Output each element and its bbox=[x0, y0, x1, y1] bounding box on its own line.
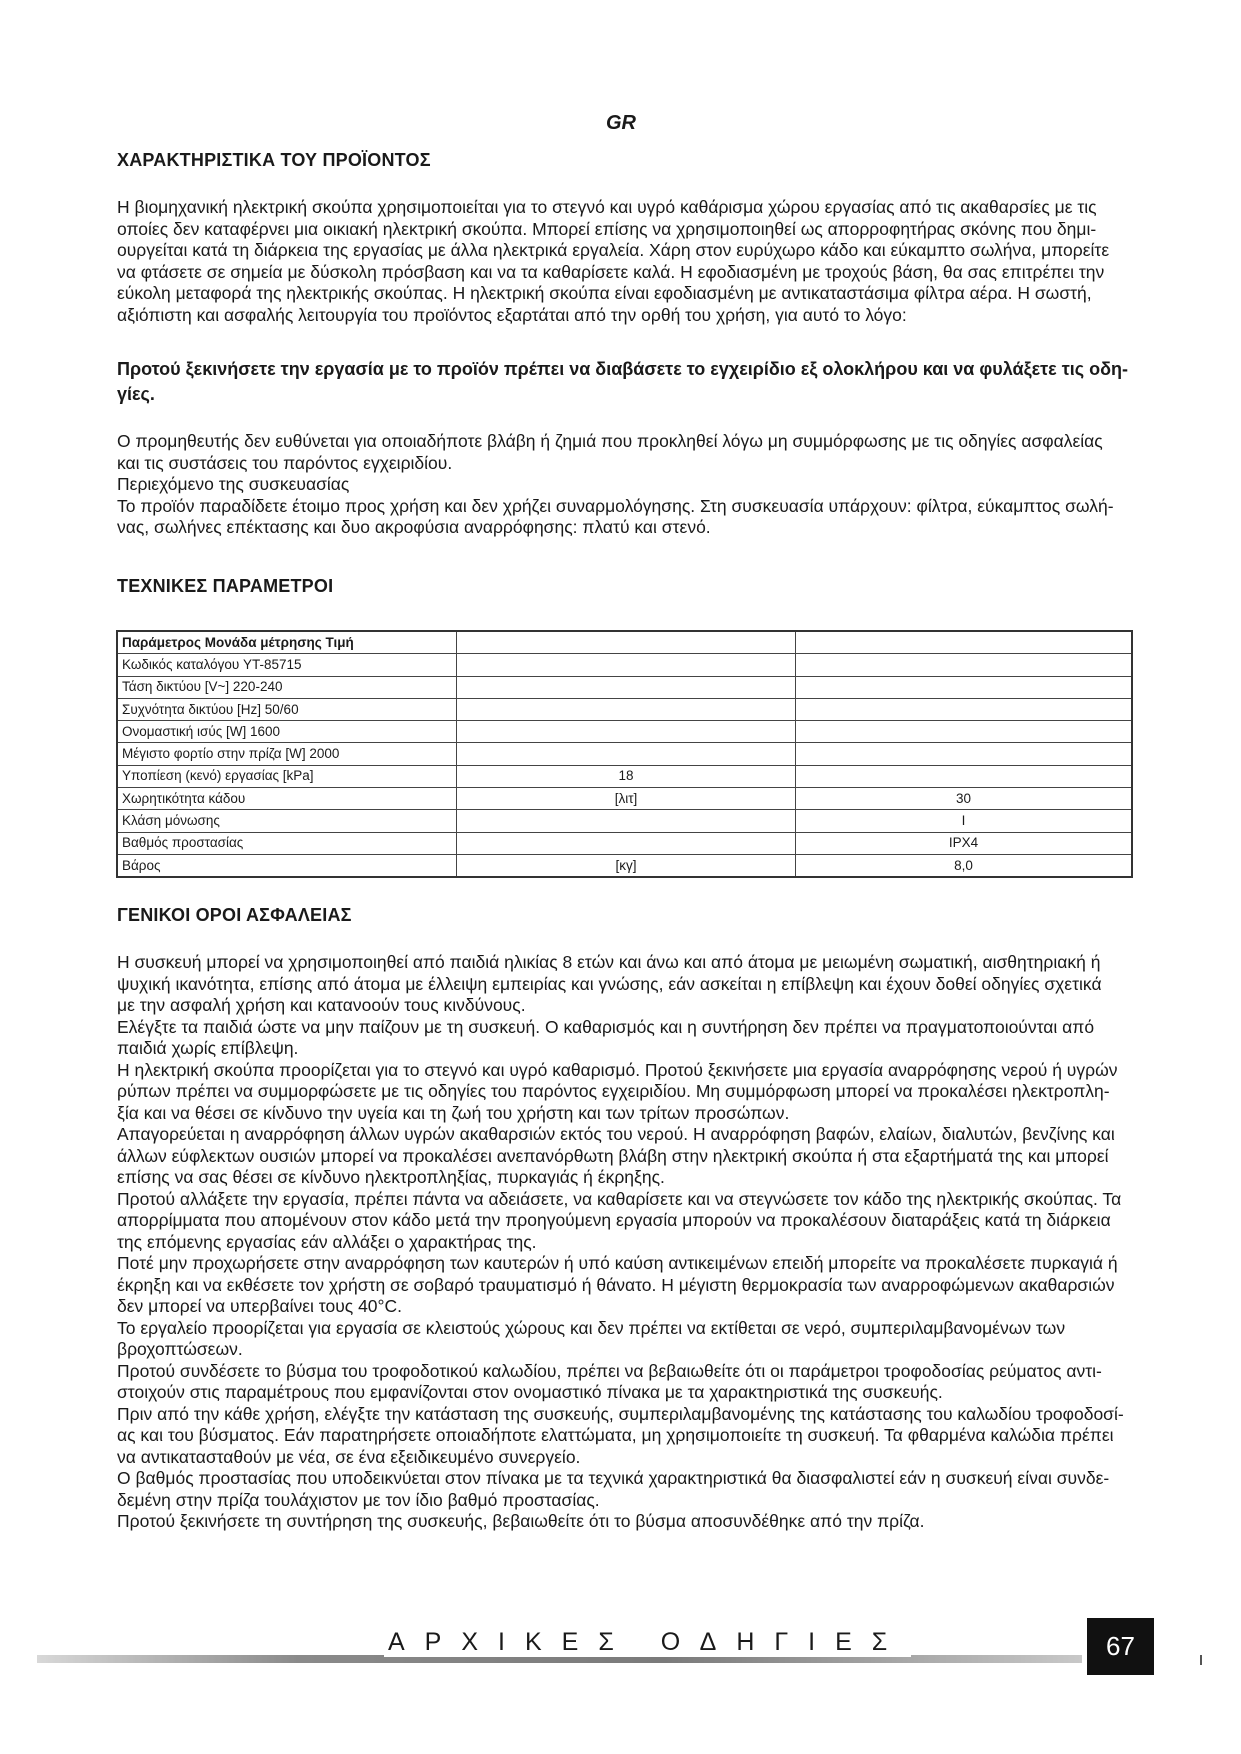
text-line: Περιεχόμενο της συσκευασίας bbox=[117, 474, 350, 494]
table-cell: Υποπίεση (κενό) εργασίας [kPa] bbox=[117, 765, 457, 787]
text-line: Η συσκευή μπορεί να χρησιμοποιηθεί από παιδιά ηλικίας 8 ετών και άνω και από άτομα με μειωμένη σωματική, αισθητηριακή ή bbox=[117, 952, 1101, 972]
text-line: Πριν από την κάθε χρήση, ελέγξτε την κατάσταση της συσκευής, συμπεριλαμβανομένης της κατάστασης του καλωδίου τροφοδοσί- bbox=[117, 1403, 1124, 1424]
text-line: ψυχική ικανότητα, επίσης από άτομα με έλλειψη εμπειρίας και γνώσης, εάν ασκείται η επίβλεψη και έχουν δοθεί οδηγίες σχετικά bbox=[117, 973, 1102, 994]
text-line: Ποτέ μην προχωρήσετε στην αναρρόφηση των καυτερών ή υπό καύση αντικειμένων επειδή μπορείτε να προκαλέσετε πυρκαγιά ή bbox=[117, 1253, 1118, 1273]
table-cell: Κλάση μόνωσης bbox=[117, 810, 457, 832]
table-row bbox=[117, 743, 1132, 765]
text-line: Το εργαλείο προορίζεται για εργασία σε κλειστούς χώρους και δεν πρέπει να εκτίθεται σε νερό, συμπεριλαμβανομένων των bbox=[117, 1317, 1066, 1338]
table-cell bbox=[457, 810, 796, 832]
table-cell: 8,0 bbox=[796, 854, 1133, 877]
safety-paragraph bbox=[117, 952, 1129, 1533]
features-paragraph bbox=[117, 197, 1129, 326]
table-row bbox=[117, 810, 1132, 832]
table-cell: Μέγιστο φορτίο στην πρίζα [W] 2000 bbox=[117, 743, 457, 765]
table-cell bbox=[457, 698, 796, 720]
text-line: αξιόπιστη και ασφαλής λειτουργία του προϊόντος εξαρτάται από την ορθή του χρήση, για αυτό το λόγο: bbox=[117, 304, 907, 325]
text-line: παιδιά χωρίς επίβλεψη. bbox=[117, 1038, 299, 1058]
text-line: να αντικατασταθούν με νέα, σε ένα εξειδικευμένο συνεργείο. bbox=[117, 1446, 581, 1467]
table-cell: Τάση δικτύου [V~] 220-240 bbox=[117, 676, 457, 698]
table-cell: [κγ] bbox=[457, 854, 796, 877]
table-cell: Συχνότητα δικτύου [Hz] 50/60 bbox=[117, 698, 457, 720]
footer-title: ΑΡΧΙΚΕΣ ΟΔΗΓΙΕΣ bbox=[384, 1628, 911, 1657]
table-cell bbox=[796, 765, 1133, 787]
text-line: Προτού συνδέσετε το βύσμα του τροφοδοτικού καλωδίου, πρέπει να βεβαιωθείτε ότι οι παράμετροι τροφοδοσίας ρεύματος αντι- bbox=[117, 1360, 1102, 1381]
table-row bbox=[117, 698, 1132, 720]
language-code: GR bbox=[606, 112, 636, 134]
text-line: δεμένη στην πρίζα τουλάχιστον με τον ίδιο βαθμό προστασίας. bbox=[117, 1489, 600, 1510]
table-row bbox=[117, 676, 1132, 698]
text-line: της επόμενης εργασίας εάν αλλάξει ο χαρακτήρας της. bbox=[117, 1231, 537, 1252]
table-cell bbox=[457, 832, 796, 854]
table-header-cell bbox=[457, 631, 796, 654]
text-line: Ελέγξτε τα παιδιά ώστε να μην παίζουν με τη συσκευή. Ο καθαρισμός και η συντήρηση δεν πρέπει να πραγματοποιούνται από bbox=[117, 1016, 1095, 1037]
table-header-cell: Παράμετρος Μονάδα μέτρησης Τιμή bbox=[117, 631, 457, 654]
supplier-paragraph bbox=[117, 431, 1129, 539]
table-row bbox=[117, 721, 1132, 743]
text-line: δεν μπορεί να υπερβαίνει τους 40°C. bbox=[117, 1296, 403, 1316]
text-line: Η ηλεκτρική σκούπα προορίζεται για το στεγνό και υγρό καθαρισμό. Προτού ξεκινήσετε μια εργασία αναρρόφησης νερού ή υγρών bbox=[117, 1059, 1118, 1080]
table-cell: 30 bbox=[796, 788, 1133, 810]
table-cell bbox=[796, 721, 1133, 743]
table-cell: Κωδικός καταλόγου YT-85715 bbox=[117, 654, 457, 676]
table-row bbox=[117, 832, 1132, 854]
text-line: ουργείται κατά τη διάρκεια της εργασίας με άλλα ηλεκτρικά εργαλεία. Χάρη στον ευρύχωρο κάδο και εύκαμπτο σωλήνα, μπορείτε bbox=[117, 240, 1110, 260]
table-header-row bbox=[117, 631, 1132, 654]
table-cell: 18 bbox=[457, 765, 796, 787]
technical-parameters-table bbox=[116, 630, 1133, 878]
table-cell: Βάρος bbox=[117, 854, 457, 877]
table-row bbox=[117, 654, 1132, 676]
text-line: Το προϊόν παραδίδετε έτοιμο προς χρήση και δεν χρήζει συναρμολόγησης. Στη συσκευασία υπάρχουν: φίλτρα, εύκαμπτος σωλή- bbox=[117, 495, 1114, 516]
table-cell bbox=[457, 721, 796, 743]
table-cell: Βαθμός προστασίας bbox=[117, 832, 457, 854]
text-line: Απαγορεύεται η αναρρόφηση άλλων υγρών ακαθαρσιών εκτός του νερού. Η αναρρόφηση βαφών, ελαίων, διαλυτών, βενζίνης και bbox=[117, 1124, 1115, 1144]
table-row bbox=[117, 854, 1132, 877]
table-cell bbox=[457, 676, 796, 698]
section-title-safety: ΓΕΝΙΚΟΙ ΟΡΟΙ ΑΣΦΑΛΕΙΑΣ bbox=[117, 905, 352, 925]
text-line: νας, σωλήνες επέκτασης και δυο ακροφύσια αναρρόφησης: πλατύ και στενό. bbox=[117, 517, 711, 537]
table-cell: I bbox=[796, 810, 1133, 832]
page-number: 67 bbox=[1087, 1618, 1154, 1675]
section-title-features: ΧΑΡΑΚΤΗΡΙΣΤΙΚΑ ΤΟΥ ΠΡΟΪΟΝΤΟΣ bbox=[117, 150, 431, 170]
read-manual-warning bbox=[117, 357, 1129, 407]
table-row bbox=[117, 788, 1132, 810]
table-cell bbox=[796, 676, 1133, 698]
text-line: άλλων εύφλεκτων ουσιών μπορεί να προκαλέσει ανεπανόρθωτη βλάβη στην ηλεκτρική σκούπα ή στα εξαρτήματά της και μπορεί bbox=[117, 1145, 1109, 1166]
text-line: Προτού ξεκινήσετε την εργασία με το προϊόν πρέπει να διαβάσετε το εγχειρίδιο εξ ολοκλήρου και να φυλάξετε τις οδη- bbox=[117, 359, 1129, 379]
text-line: και τις συστάσεις του παρόντος εγχειριδίου. bbox=[117, 452, 453, 473]
table-cell: Ονομαστική ισύς [W] 1600 bbox=[117, 721, 457, 743]
table-row bbox=[117, 765, 1132, 787]
table-cell bbox=[796, 743, 1133, 765]
text-line: Προτού ξεκινήσετε τη συντήρηση της συσκευής, βεβαιωθείτε ότι το βύσμα αποσυνδέθηκε από την πρίζα. bbox=[117, 1511, 925, 1531]
text-line: ας και του βύσματος. Εάν παρατηρήσετε οποιαδήποτε ελαττώματα, μη χρησιμοποιείτε τη συσκευή. Τα φθαρμένα καλώδια πρέπει bbox=[117, 1425, 1114, 1445]
text-line: Προτού αλλάξετε την εργασία, πρέπει πάντα να αδειάσετε, να καθαρίσετε και να στεγνώσετε τον κάδο της ηλεκτρικής σκούπας. Τα bbox=[117, 1188, 1122, 1209]
text-line: έκρηξη και να εκθέσετε τον χρήστη σε σοβαρό τραυματισμό ή θάνατο. Η μέγιστη θερμοκρασία των αναρροφώμενων ακαθαρσιών bbox=[117, 1274, 1115, 1295]
text-line: Ο βαθμός προστασίας που υποδεικνύεται στον πίνακα με τα τεχνικά χαρακτηριστικά θα διασφαλιστεί εάν η συσκευή είναι συνδε- bbox=[117, 1468, 1110, 1488]
table-cell bbox=[796, 654, 1133, 676]
table-cell: IPX4 bbox=[796, 832, 1133, 854]
text-line: ρύπων πρέπει να συμμορφώσετε με τις οδηγίες του παρόντος εγχειριδίου. Μη συμμόρφωση μπορεί να προκαλέσει ηλεκτροπλη- bbox=[117, 1081, 1110, 1101]
table-cell bbox=[457, 654, 796, 676]
table-header-cell bbox=[796, 631, 1133, 654]
text-line: εύκολη μεταφορά της ηλεκτρικής σκούπας. Η ηλεκτρική σκούπα είναι εφοδιασμένη με αντικαταστάσιμα φίλτρα αέρα. Η σωστή, bbox=[117, 283, 1092, 303]
text-line: γίες. bbox=[117, 384, 155, 404]
text-line: βροχοπτώσεων. bbox=[117, 1339, 243, 1359]
text-line: Η βιομηχανική ηλεκτρική σκούπα χρησιμοποιείται για το στεγνό και υγρό καθάρισμα χώρου εργασίας από τις ακαθαρσίες με τις bbox=[117, 197, 1097, 217]
section-title-technical: ΤΕΧΝΙΚΕΣ ΠΑΡΑΜΕΤΡΟΙ bbox=[117, 576, 334, 596]
text-line: επίσης να σας θέσει σε κίνδυνο ηλεκτροπληξίας, πυρκαγιάς ή έκρηξης. bbox=[117, 1167, 665, 1187]
table-cell: [λιτ] bbox=[457, 788, 796, 810]
text-line: απορρίμματα που απομένουν στον κάδο μετά την προηγούμενη εργασία μπορούν να προκαλέσουν διαταράξεις κατά τη διάρκεια bbox=[117, 1210, 1111, 1230]
text-line: Ο προμηθευτής δεν ευθύνεται για οποιαδήποτε βλάβη ή ζημιά που προκληθεί λόγω μη συμμόρφωσης με τις οδηγίες ασφαλείας bbox=[117, 431, 1103, 451]
text-line: να φτάσετε σε σημεία με δύσκολη πρόσβαση και να τα καθαρίσετε καλά. Η εφοδιασμένη με τροχούς βάση, θα σας επιτρέπει την bbox=[117, 261, 1105, 282]
text-line: οποίες δεν καταφέρνει μια οικιακή ηλεκτρική σκούπα. Μπορεί επίσης να χρησιμοποιηθεί ως απορροφητήρας σκόνης που δημι- bbox=[117, 218, 1097, 239]
table-cell bbox=[796, 698, 1133, 720]
edge-mark bbox=[1200, 1655, 1202, 1665]
table-cell bbox=[457, 743, 796, 765]
table-cell: Χωρητικότητα κάδου bbox=[117, 788, 457, 810]
text-line: στοιχούν στις παραμέτρους που εμφανίζονται στον ονομαστικό πίνακα με τα χαρακτηριστικά της συσκευής. bbox=[117, 1382, 943, 1402]
text-line: με την ασφαλή χρήση και κατανοούν τους κινδύνους. bbox=[117, 995, 526, 1015]
text-line: ξία και να θέσει σε κίνδυνο την υγεία και τη ζωή του χρήστη και των τρίτων προσώπων. bbox=[117, 1102, 790, 1123]
